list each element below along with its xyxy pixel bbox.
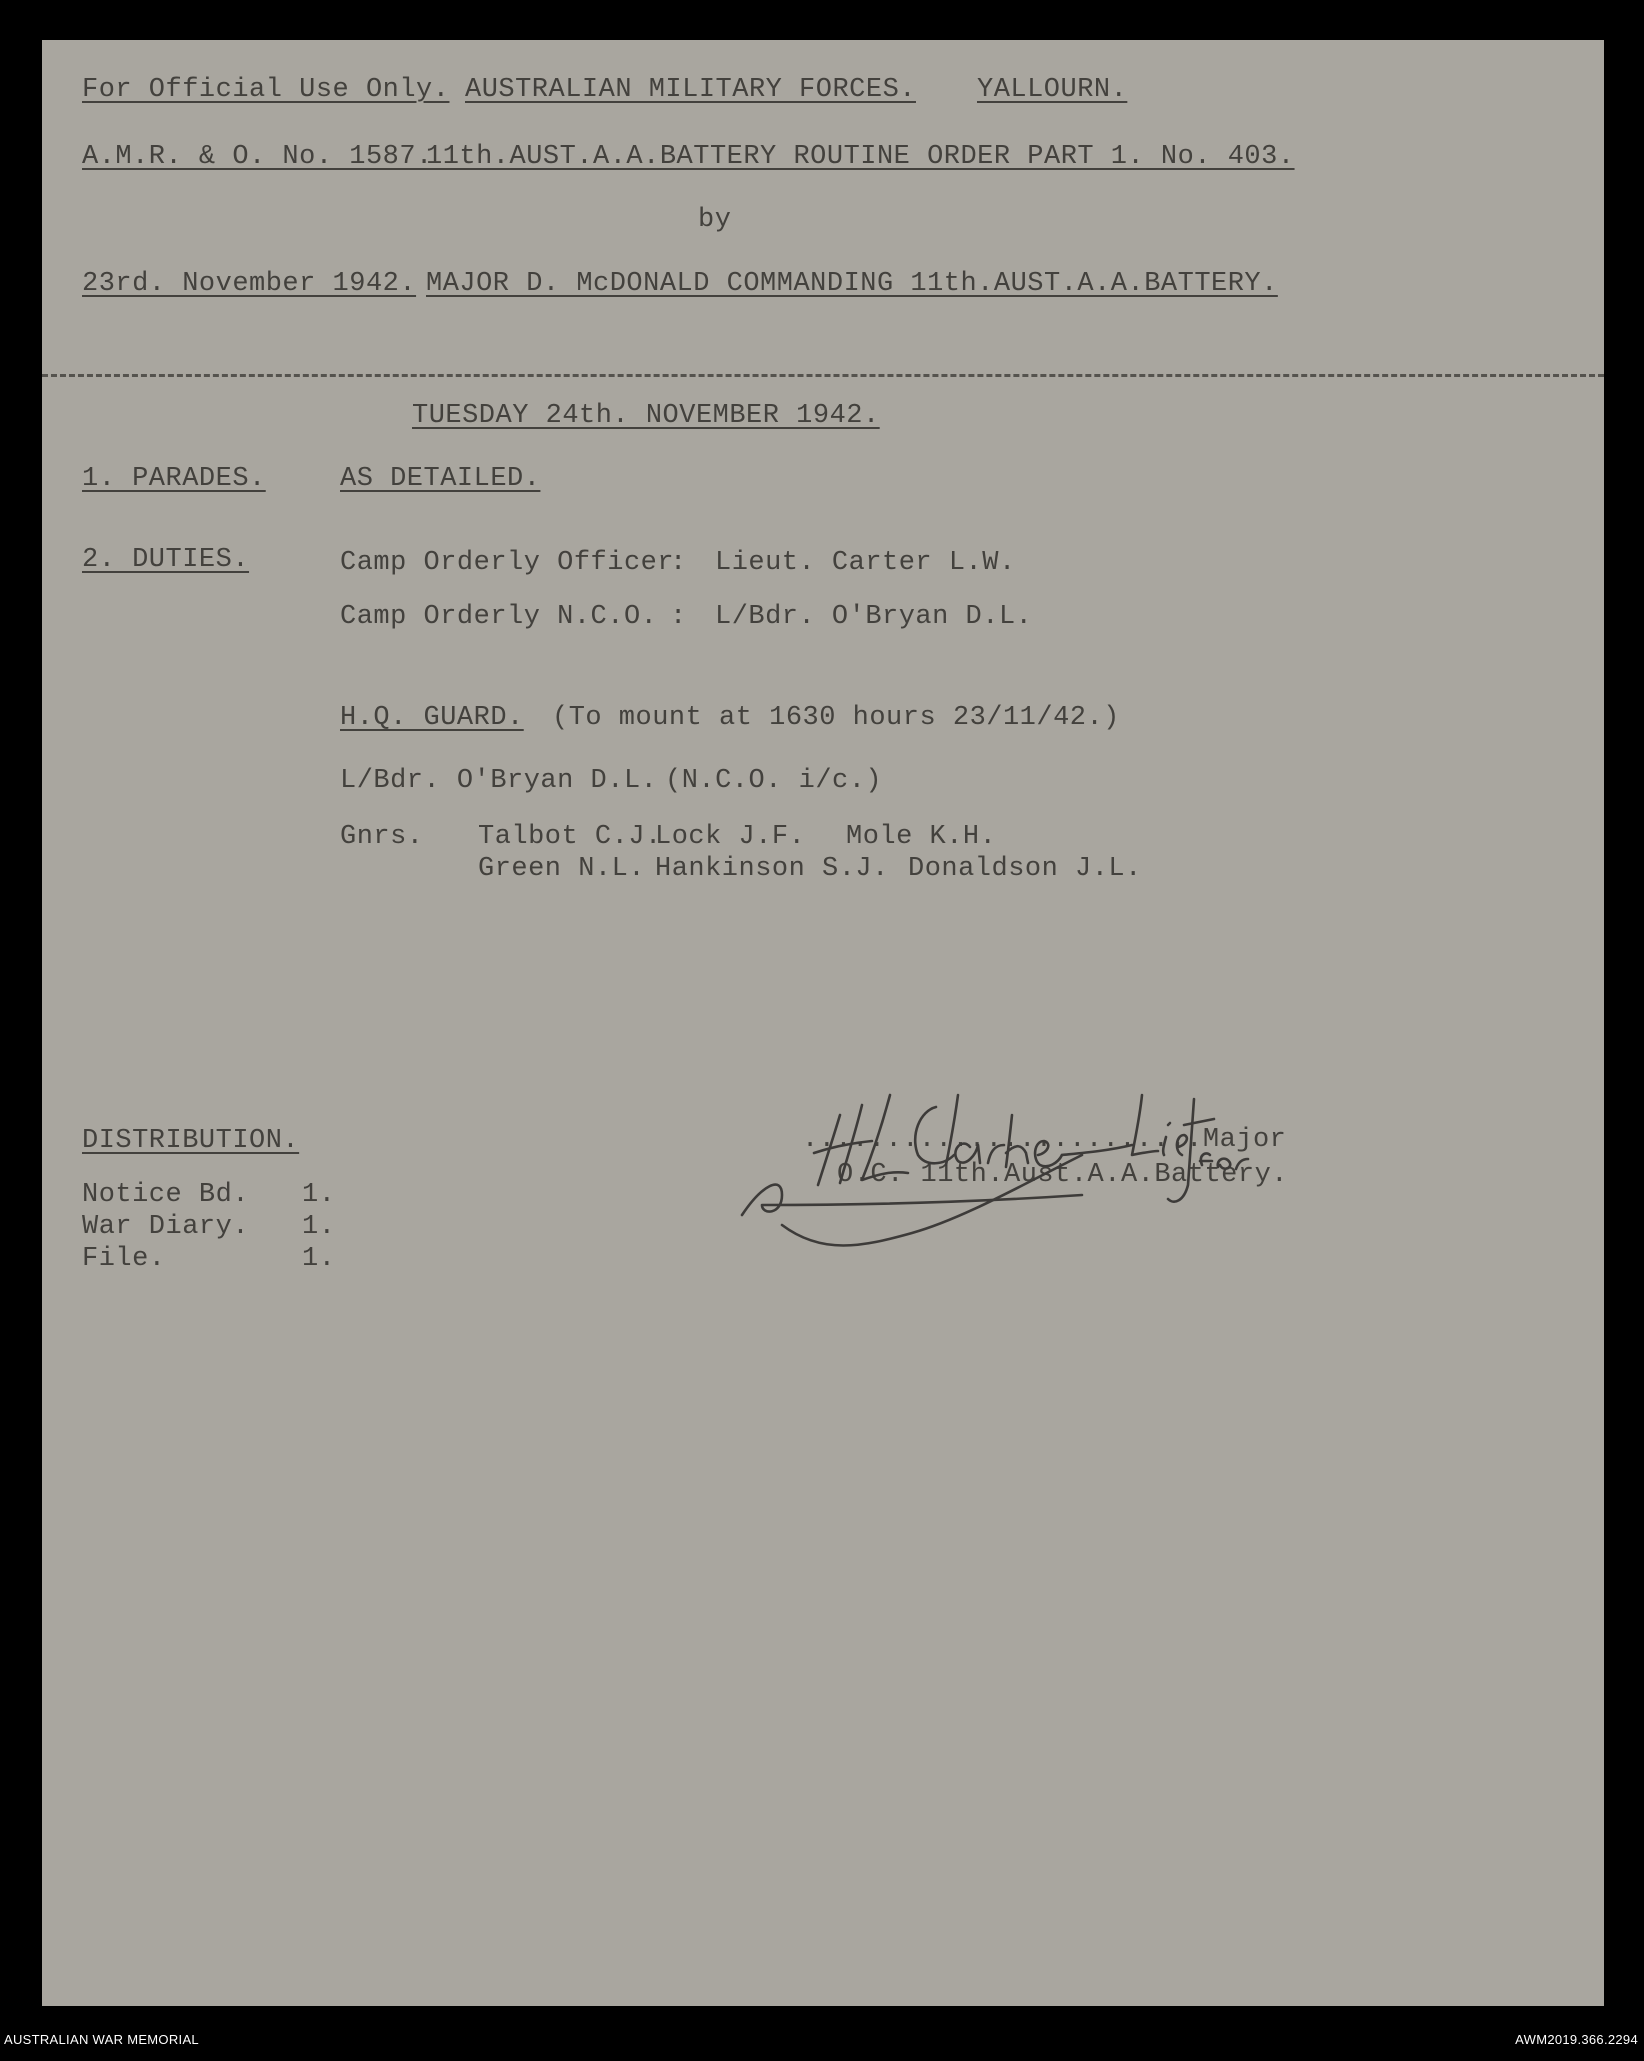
parades-label: 1. PARADES. — [82, 464, 266, 494]
routine-order-title: 11th.AUST.A.A.BATTERY ROUTINE ORDER PART 1. No. 403. — [426, 142, 1295, 172]
guard-nco: L/Bdr. O'Bryan D.L. — [340, 766, 658, 796]
distribution-count: 1. — [302, 1212, 336, 1242]
duty-name-officer: Lieut. Carter L.W. — [715, 548, 1016, 578]
gunner-name: Hankinson S.J. — [655, 854, 889, 884]
gunner-name: Green N.L. — [478, 854, 646, 884]
location-text: YALLOURN. — [977, 75, 1128, 105]
gunner-name: Lock J.F. — [655, 822, 806, 852]
gnrs-label: Gnrs. — [340, 822, 424, 852]
document-page — [42, 40, 1604, 2006]
distribution-heading: DISTRIBUTION. — [82, 1126, 300, 1156]
signature-dots-line: ........................Major — [802, 1125, 1287, 1155]
order-date: 23rd. November 1942. — [82, 269, 417, 299]
guard-mount-note: (To mount at 1630 hours 23/11/42.) — [552, 703, 1120, 733]
duty-name-nco: L/Bdr. O'Bryan D.L. — [715, 602, 1033, 632]
footer-reference: AWM2019.366.2294 — [1515, 2032, 1638, 2047]
distribution-count: 1. — [302, 1180, 336, 1210]
day-heading: TUESDAY 24th. NOVEMBER 1942. — [412, 401, 880, 431]
distribution-item: File. — [82, 1244, 166, 1274]
gunner-name: Talbot C.J. — [478, 822, 662, 852]
official-use-text: For Official Use Only. — [82, 75, 450, 105]
gunner-name: Donaldson J.L. — [908, 854, 1142, 884]
forces-title: AUSTRALIAN MILITARY FORCES. — [465, 75, 916, 105]
amro-number: A.M.R. & O. No. 1587. — [82, 142, 433, 172]
guard-nco-note: (N.C.O. i/c.) — [665, 766, 883, 796]
distribution-item: Notice Bd. — [82, 1180, 250, 1210]
duties-label: 2. DUTIES. — [82, 545, 250, 575]
hq-guard-heading: H.Q. GUARD. — [340, 703, 524, 733]
duty-separator: : — [670, 602, 687, 632]
parades-value: AS DETAILED. — [340, 464, 541, 494]
distribution-count: 1. — [302, 1244, 336, 1274]
commander-text: MAJOR D. McDONALD COMMANDING 11th.AUST.A.A.BATTERY. — [426, 269, 1278, 299]
duty-role-officer: Camp Orderly Officer — [340, 548, 675, 578]
gunner-name: Mole K.H. — [846, 822, 997, 852]
header-divider — [42, 374, 1604, 377]
duty-role-nco: Camp Orderly N.C.O. — [340, 602, 658, 632]
distribution-item: War Diary. — [82, 1212, 250, 1242]
duty-separator: : — [670, 548, 687, 578]
by-text: by — [698, 205, 732, 235]
handwritten-signature — [722, 1055, 1402, 1255]
signatory-office: O.C. 11th.Aust.A.A.Battery. — [837, 1160, 1288, 1190]
footer-institution: AUSTRALIAN WAR MEMORIAL — [4, 2032, 199, 2047]
